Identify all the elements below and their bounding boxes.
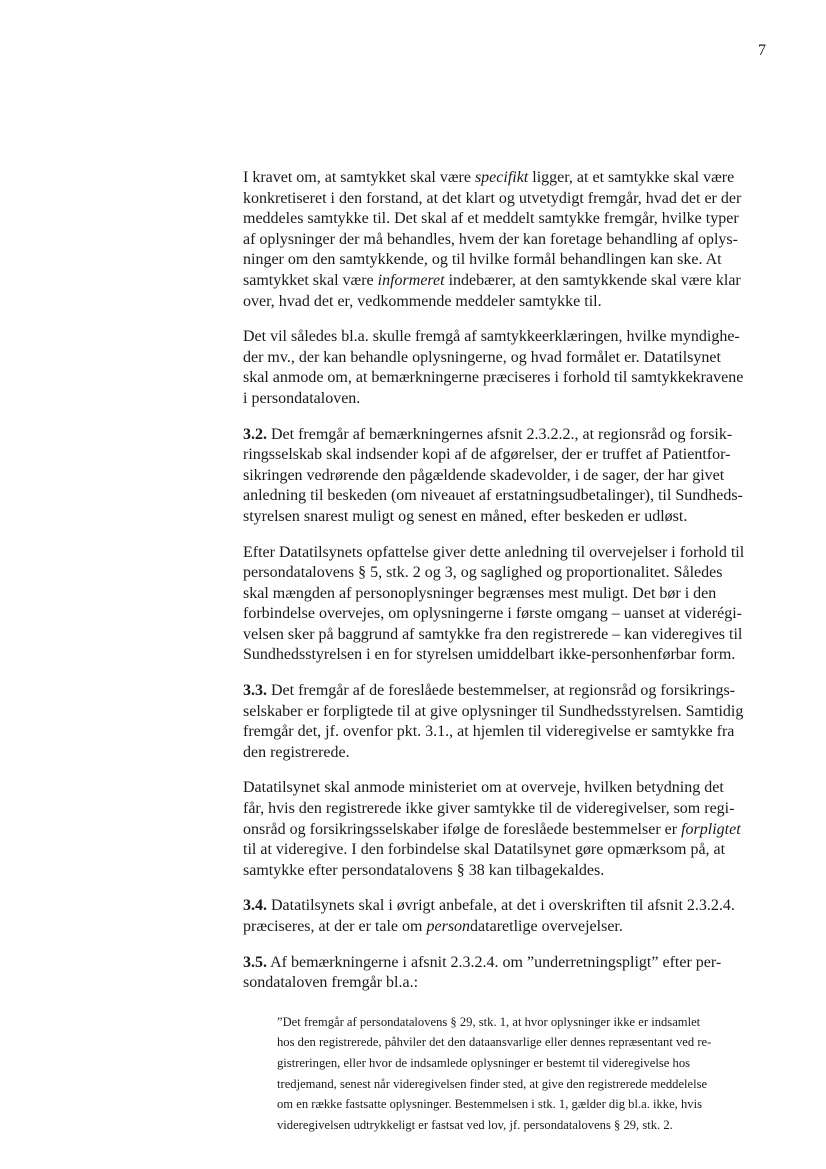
paragraph-text: I kravet om, at samtykket skal være — [243, 169, 475, 186]
section-3-5 — [243, 953, 771, 994]
section-number: 3.2. — [243, 425, 267, 443]
section-number: 3.4. — [243, 897, 267, 915]
paragraph-text: Datatilsynets skal i øvrigt anbefale, at det i overskriften til afsnit 2.3.2.4. præciseres, at der er tale om — [243, 897, 735, 935]
paragraph-consent-declaration: Det vil således bl.a. skulle fremgå af samtykkeerklæringen, hvilke myndighe- der mv., der kan behandle oplysningerne, og hvad formålet er. Datatilsynet skal anmode om, at bemærkningerne præciseres i forhold til samtykkekravene i persondataloven. — [243, 328, 744, 407]
section-number: 3.5. — [243, 953, 267, 971]
italic-term: person — [426, 918, 471, 935]
italic-term: specifikt — [474, 169, 529, 186]
paragraph-text: Det fremgår af bemærkningernes afsnit 2.3.2.2., at regionsråd og forsik- ringsselskab skal indsender kopi af de afgørelser, der er truffet af Patientfor- sikringen vedrørende den pågældende skadevolder, i de sager, der har givet anledning til beskeden (om niveauet af erstatningsudbetalinger), til Sundheds- styrelsen snarest muligt og senest en måned, efter beskeden er udløst. — [243, 425, 743, 525]
paragraph-text: dataretlige overvejelser. — [470, 918, 623, 935]
section-number: 3.3. — [243, 682, 267, 700]
italic-term: informeret — [377, 271, 445, 289]
paragraph-text: til at videregive. I den forbindelse skal Datatilsynet gøre opmærksom på, at samtykke efter persondatalovens § 38 kan tilbagekaldes. — [243, 841, 726, 879]
page-number: 7 — [758, 42, 766, 59]
document-body — [243, 168, 771, 1135]
block-quote: ”Det fremgår af persondatalovens § 29, stk. 1, at hvor oplysninger ikke er indsamlet hos den registrerede, påhviler det den dataansvarlige eller dennes repræsentant ved re- gistreringen, eller hvor de indsamlede oplysninger er bestemt til videregivelse hos tredjemand, senest når videregivelsen finder sted, at give den registrerede meddelelse om en række fastsatte oplysninger. Bestemmelsen i stk. 1, gælder dig bl.a. ikke, hvis videregivelsen udtrykkeligt er fastsat ved lov, jf. persondatalovens § 29, stk. 2. — [277, 1014, 712, 1132]
paragraph-text: indebærer, at den samtykkende skal være klar over, hvad det er, vedkommende meddeler samtykke til. — [243, 271, 741, 310]
section-3-4 — [243, 896, 771, 937]
section-3-2 — [243, 425, 771, 528]
paragraph-text: Af bemærkningerne i afsnit 2.3.2.4. om ”underretningspligt” efter per- sondataloven fremgår bl.a.: — [243, 953, 722, 992]
paragraph-obligation — [243, 778, 771, 881]
italic-term: forpligtet — [681, 820, 741, 838]
paragraph-text: Det fremgår af de foreslåede bestemmelser, at regionsråd og forsikrings- selskaber er forpligtede til at give oplysninger til Sundhedsstyrelsen. Samtidig fremgår det, jf. ovenfor pkt. 3.1., at hjemlen til videregivelse er samtykke fra den registrerede. — [243, 682, 744, 761]
paragraph-specific-consent — [243, 168, 771, 312]
paragraph-proportionality: Efter Datatilsynets opfattelse giver dette anledning til overvejelser i forhold til persondatalovens § 5, stk. 2 og 3, og saglighed og proportionalitet. Således skal mængden af personoplysninger begrænses mest muligt. Det bør i den forbindelse overvejes, om oplysningerne i første omgang – uanset at viderégi- velsen sker på baggrund af samtykke fra den registrerede – kan videregives til Sundhedsstyrelsen i en for styrelsen umiddelbart ikke-personhenførbar form. — [243, 543, 745, 664]
section-3-3 — [243, 681, 771, 763]
paragraph-text: Datatilsynet skal anmode ministeriet om at overveje, hvilken betydning det får, hvis den registrerede ikke giver samtykke til de videregivelser, som regi- onsråd og forsikringsselskaber ifølge de foreslåede bestemmelser er — [243, 779, 735, 838]
paragraph-text: ligger, at et samtykke skal være konkretiseret i den forstand, at det klart og utvetydigt fremgår, hvad det er der meddeles samtykke til. Det skal af et meddelt samtykke fremgår, hvilke typer af oplysninger der må behandles, hvem der kan foretage behandling af oplys- ninger om den samtykkende, og til hvilke formål behandlingen kan ske. At samtykket skal være — [243, 169, 742, 289]
